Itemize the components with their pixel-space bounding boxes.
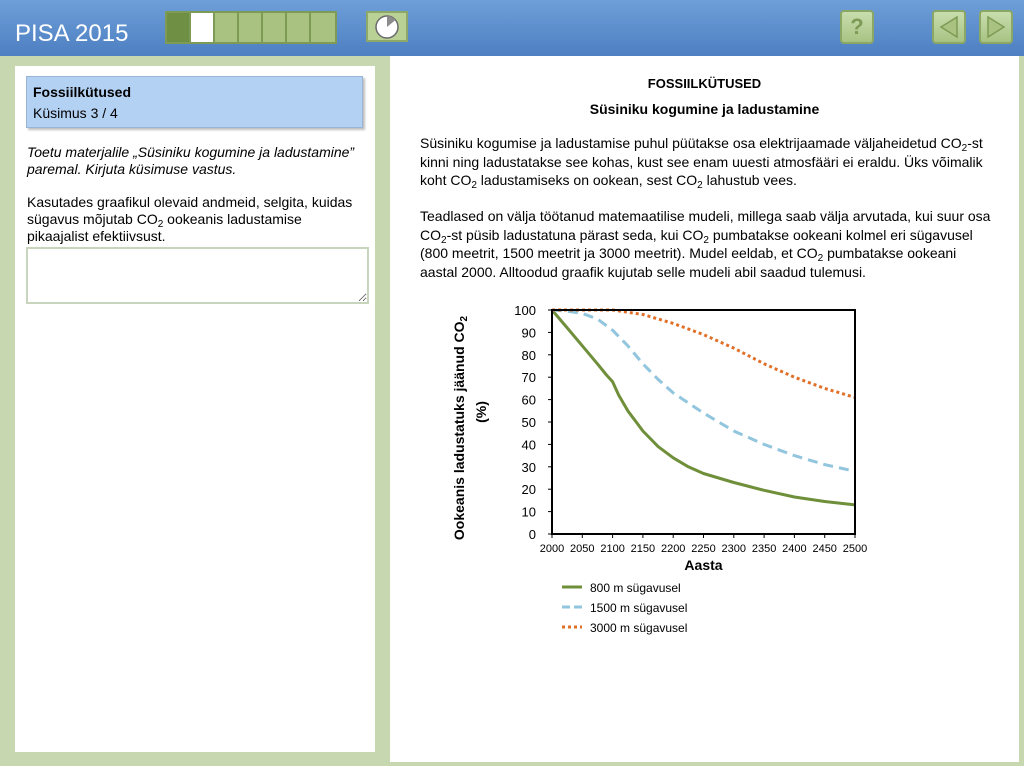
question-text: Kasutades graafikul olevaid andmeid, selgita, kuidas sügavus mõjutab $CO_2$ ookeanis ladustamise pikaajalist efektiivsust. — [27, 194, 353, 244]
y-tick-label: 60 — [521, 392, 536, 408]
x-tick-label: 2200 — [660, 543, 686, 555]
timer-button[interactable] — [366, 11, 408, 42]
legend-label-0: 800 m sügavusel — [590, 581, 681, 595]
unit-title: Fossiilkütused — [33, 84, 132, 100]
stimulus-title: FOSSIILKÜTUSED — [647, 76, 762, 91]
y-tick-label: 30 — [521, 459, 536, 475]
next-button[interactable] — [979, 10, 1013, 44]
question-counter: Küsimus 3 / 4 — [33, 105, 118, 121]
stimulus-subtitle: Süsiniku kogumine ja ladustamine — [589, 101, 820, 117]
clock-icon — [374, 14, 400, 40]
brand-title: PISA 2015 — [15, 20, 129, 47]
question-header — [26, 76, 363, 128]
series-line-0 — [552, 310, 855, 505]
progress-segment — [167, 13, 191, 42]
question-instruction: Toetu materjalile „Süsiniku kogumine ja ladustamine” paremal. Kirjuta küsimuse vastus. — [27, 144, 355, 177]
progress-bar — [165, 11, 337, 44]
progress-segment — [215, 13, 239, 42]
y-tick-label: 50 — [521, 415, 536, 430]
question-panel-inner — [15, 66, 375, 752]
y-tick-label: 90 — [521, 325, 536, 341]
x-tick-label: 2300 — [721, 543, 747, 555]
x-tick-label: 2350 — [751, 543, 777, 555]
legend-label-2: 3000 m sügavusel — [590, 621, 688, 635]
y-tick-label: 100 — [514, 303, 536, 318]
arrow-right-icon — [985, 15, 1007, 39]
y-tick-label: 0 — [528, 527, 536, 542]
co2-retention-chart — [450, 296, 930, 646]
progress-segment — [287, 13, 311, 42]
progress-segment — [311, 13, 335, 42]
y-axis-unit: (%) — [473, 401, 489, 423]
x-tick-label: 2100 — [600, 543, 625, 555]
arrow-left-icon — [938, 15, 960, 39]
y-tick-label: 80 — [521, 347, 536, 363]
help-icon: ? — [850, 14, 864, 39]
x-tick-label: 2150 — [630, 543, 656, 555]
y-tick-label: 70 — [521, 370, 536, 386]
series-line-2 — [552, 310, 855, 397]
progress-segment — [239, 13, 263, 42]
top-bar — [0, 0, 1024, 56]
series-line-1 — [552, 310, 855, 471]
stimulus-paragraph-2: Teadlased on välja töötanud matemaatilise mudeli, millega saab välja arvutada, kui suur osa $CO_2-st$ püsib ladustatuna pärast seda, kui $CO_2$ pumbatakse ookeani kolmel eri sügavusel (800 meetrit, 1500 meetrit ja 3000 meetrit). Mudel eeldab, et $CO_2$ pumbatakse ookeani aastal 2000. Alltoodud graafik kujutab selle mudeli abil saadud tulemusi. — [420, 208, 991, 280]
x-axis-label: Aasta — [684, 557, 723, 573]
previous-button[interactable] — [932, 10, 966, 44]
progress-segment — [191, 13, 215, 42]
help-button[interactable] — [840, 10, 874, 44]
x-tick-label: 2250 — [691, 543, 716, 555]
x-tick-label: 2450 — [812, 543, 837, 555]
chart-svg — [450, 296, 930, 646]
x-tick-label: 2050 — [570, 543, 595, 555]
y-axis-label: Ookeanis ladustatuks jäänud $CO_2$ — [451, 315, 470, 541]
stimulus-paragraph-1: Süsiniku kogumise ja ladustamise puhul püütakse osa elektrijaamade väljaheidetud $CO_2-st$ kinni ning ladustatakse see kohas, kust see enam uuesti atmosfääri ei eraldu. Üks võimalik koht $CO_2$ ladustamiseks on ookean, sest $CO_2$ lahustub vees. — [420, 135, 983, 191]
x-tick-label: 2000 — [539, 543, 565, 555]
answer-input[interactable] — [26, 247, 369, 304]
stimulus-panel — [390, 56, 1019, 762]
legend-label-1: 1500 m sügavusel — [590, 601, 688, 615]
x-tick-label: 2500 — [842, 543, 868, 555]
question-panel — [5, 56, 385, 762]
y-tick-label: 20 — [521, 482, 536, 498]
y-tick-label: 40 — [521, 437, 536, 453]
y-tick-label: 10 — [521, 504, 536, 520]
progress-segment — [263, 13, 287, 42]
x-tick-label: 2400 — [782, 543, 807, 555]
